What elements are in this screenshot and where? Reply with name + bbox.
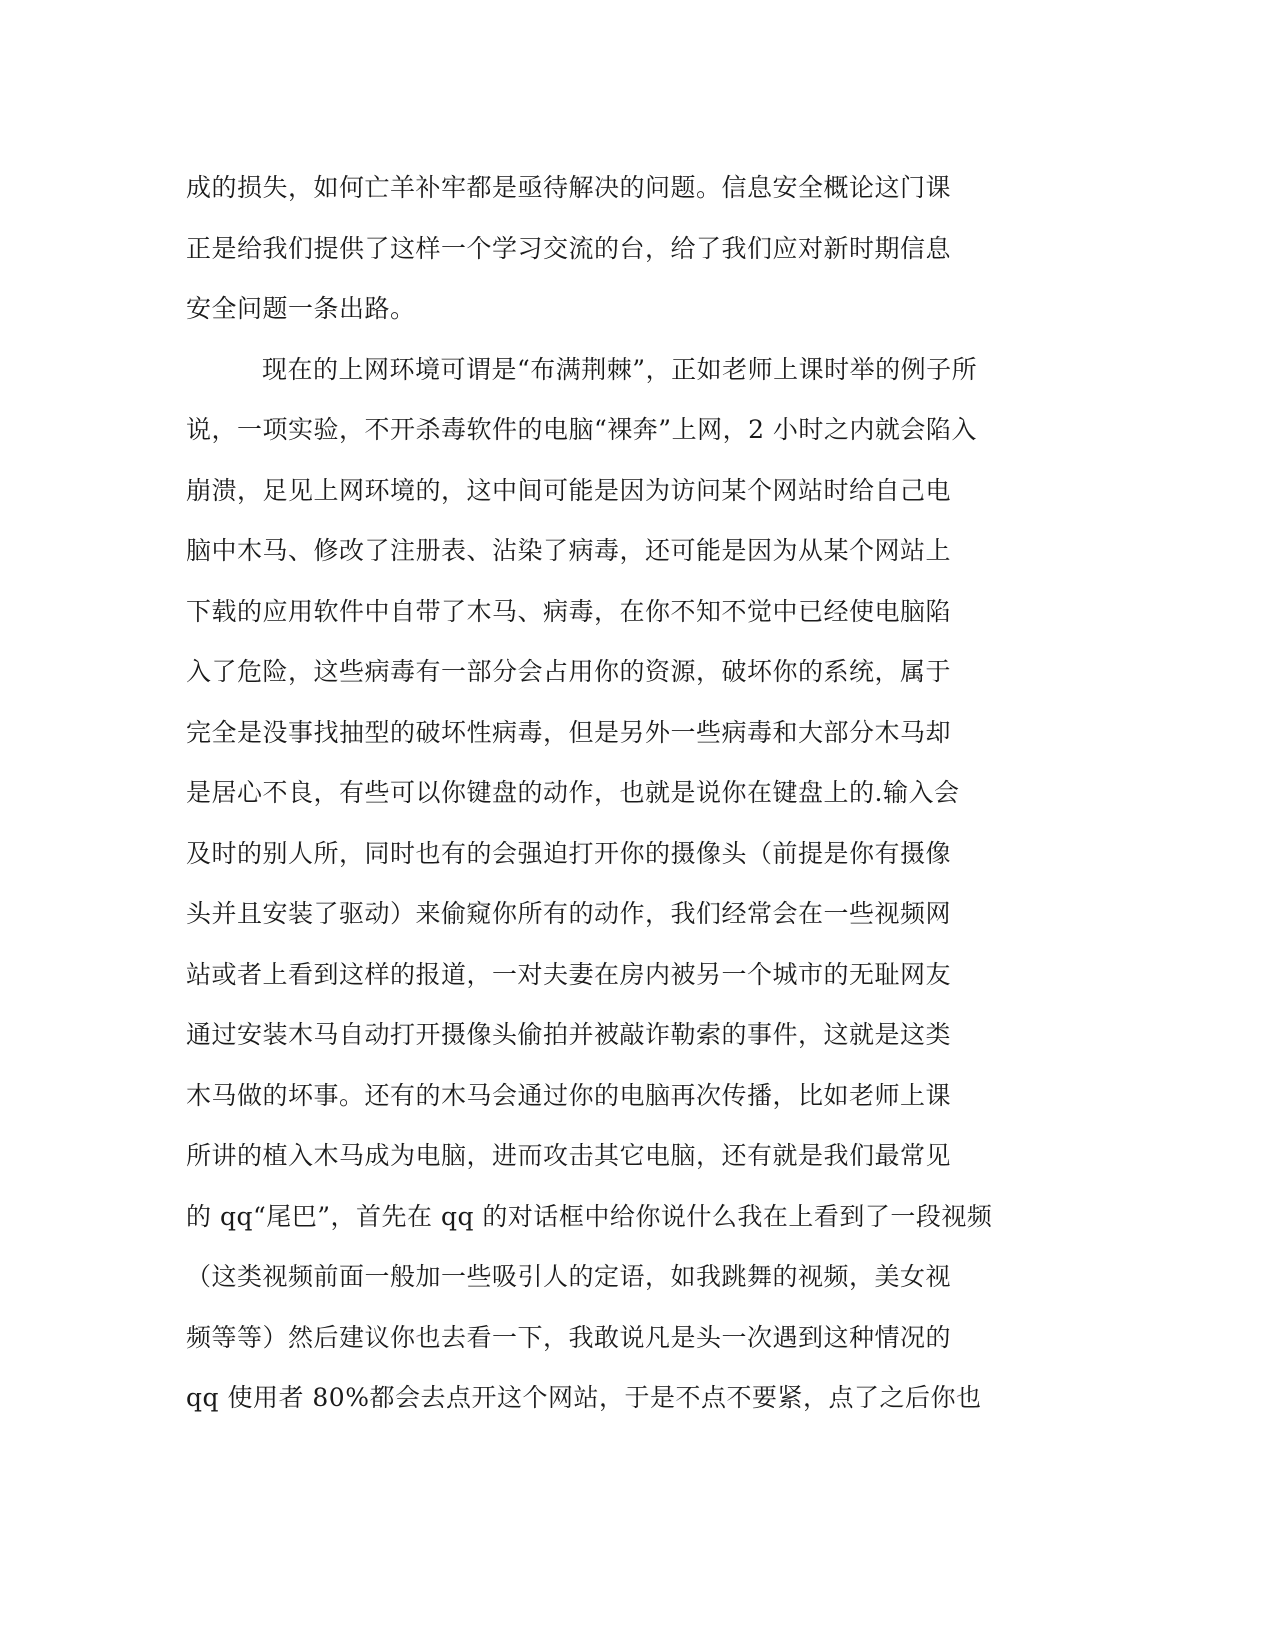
text-line: 安全问题一条出路。: [186, 294, 416, 323]
text-line: 完全是没事找抽型的破坏性病毒，但是另外一些病毒和大部分木马却: [186, 717, 952, 747]
text-line: 的 qq“尾巴”，首先在 qq 的对话框中给你说什么我在上看到了一段视频: [186, 1201, 993, 1231]
text-line: 说，一项实验，不开杀毒软件的电脑“裸奔”上网，2 小时之内就会陷入: [186, 415, 977, 444]
text-line: qq 使用者 80%都会去点开这个网站，于是不点不要紧，点了之后你也: [186, 1383, 982, 1412]
text-line: 下载的应用软件中自带了木马、病毒，在你不知不觉中已经使电脑陷: [186, 596, 952, 626]
text-line: 所讲的植入木马成为电脑，进而攻击其它电脑，还有就是我们最常见: [186, 1141, 952, 1170]
text-line: 及时的别人所，同时也有的会强迫打开你的摄像头（前提是你有摄像: [186, 838, 952, 868]
paragraph-start-line: 现在的上网环境可谓是“布满荆棘”，正如老师上课时举的例子所: [262, 354, 978, 384]
text-line: 头并且安装了驱动）来偷窥你所有的动作，我们经常会在一些视频网: [186, 899, 952, 928]
text-line: 是居心不良，有些可以你键盘的动作，也就是说你在键盘上的.输入会: [186, 778, 960, 807]
text-line: （这类视频前面一般加一些吸引人的定语，如我跳舞的视频，美女视: [186, 1262, 952, 1291]
text-line: 频等等）然后建议你也去看一下，我敢说凡是头一次遇到这种情况的: [186, 1322, 952, 1352]
text-line: 通过安装木马自动打开摄像头偷拍并被敲诈勒索的事件，这就是这类: [186, 1020, 952, 1049]
text-line: 成的损失，如何亡羊补牢都是亟待解决的问题。信息安全概论这门课: [186, 173, 952, 202]
text-line: 正是给我们提供了这样一个学习交流的台，给了我们应对新时期信息: [186, 233, 952, 263]
text-line: 崩溃，足见上网环境的，这中间可能是因为访问某个网站时给自己电: [186, 475, 952, 505]
text-line: 脑中木马、修改了注册表、沾染了病毒，还可能是因为从某个网站上: [186, 536, 952, 565]
text-line: 站或者上看到这样的报道，一对夫妻在房内被另一个城市的无耻网友: [186, 959, 952, 989]
document-body: [186, 158, 1066, 1429]
text-line: 入了危险，这些病毒有一部分会占用你的资源，破坏你的系统，属于: [186, 657, 952, 686]
text-line: 木马做的坏事。还有的木马会通过你的电脑再次传播，比如老师上课: [186, 1080, 952, 1110]
